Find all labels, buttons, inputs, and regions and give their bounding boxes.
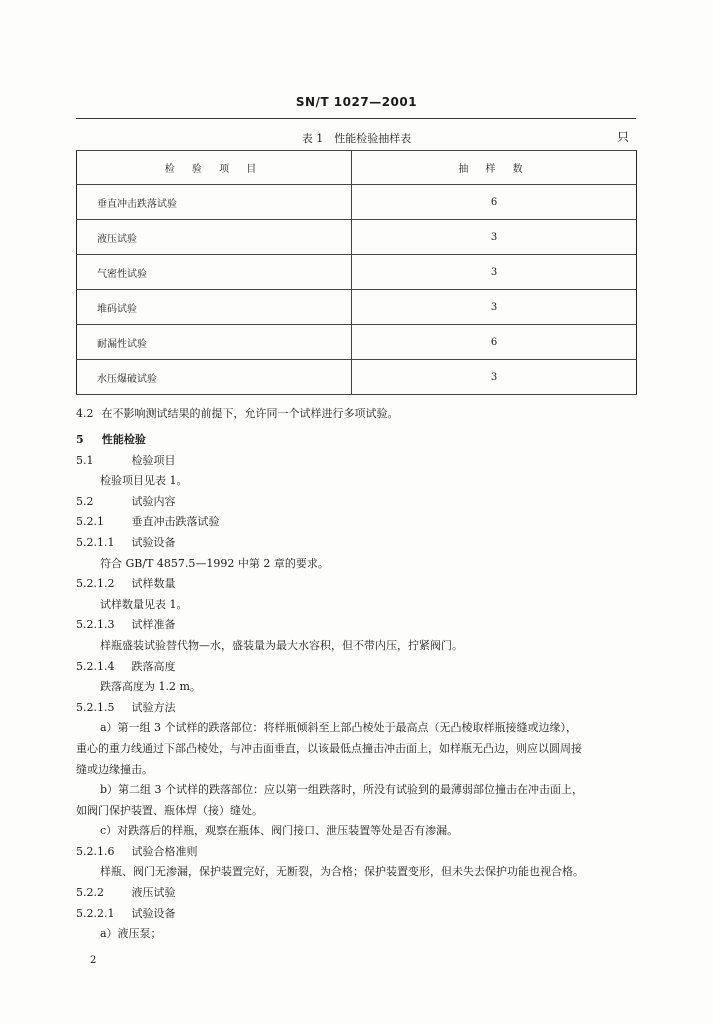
table-unit: 只 bbox=[617, 130, 630, 144]
clause-5-2-1-1-heading bbox=[76, 533, 636, 554]
method-a-line-1: a）第一组 3 个试样的跌落部位：将样瓶倾斜至上部凸棱处于最高点（无凸棱取样瓶接缝或边缘）， bbox=[100, 721, 578, 735]
clause-number: 5.2.1.3 bbox=[76, 618, 115, 632]
table-row bbox=[77, 185, 637, 220]
clause-5-2-1-6-heading bbox=[76, 842, 636, 863]
row-count: 3 bbox=[352, 220, 637, 255]
section-number: 5 bbox=[76, 432, 84, 446]
column-header-item: 检 验 项 目 bbox=[77, 151, 352, 185]
clause-number: 4.2 bbox=[76, 407, 94, 420]
clause-title: 试验方法 bbox=[131, 700, 176, 714]
clause-5-2-2-heading bbox=[76, 883, 636, 904]
clause-5-2-heading bbox=[76, 492, 636, 513]
clause-5-2-1-4-heading bbox=[76, 657, 636, 678]
clause-5-1-text: 检验项目见表 1。 bbox=[100, 474, 188, 488]
clause-title: 试验设备 bbox=[131, 535, 176, 549]
section-5-heading bbox=[76, 425, 636, 451]
clause-title: 试样准备 bbox=[131, 618, 176, 632]
row-item: 液压试验 bbox=[77, 220, 352, 255]
method-c-line: c）对跌落后的样瓶，观察在瓶体、阀门接口、泄压装置等处是否有渗漏。 bbox=[100, 824, 459, 838]
clause-5-2-1-1-text: 符合 GB/T 4857.5—1992 中第 2 章的要求。 bbox=[100, 556, 329, 570]
clause-number: 5.2 bbox=[76, 494, 94, 508]
header-rule bbox=[76, 118, 636, 119]
clause-number: 5.2.1.6 bbox=[76, 844, 115, 858]
row-item: 耐漏性试验 bbox=[77, 325, 352, 360]
method-b-line-2: 如阀门保护装置、瓶体焊（接）缝处。 bbox=[76, 803, 263, 817]
clause-text: 在不影响测试结果的前提下，允许同一个试样进行多项试验。 bbox=[101, 407, 399, 420]
section-title: 性能检验 bbox=[101, 432, 146, 446]
row-item: 垂直冲击跌落试验 bbox=[77, 185, 352, 220]
clause-number: 5.2.1 bbox=[76, 515, 104, 529]
table-header-row bbox=[77, 151, 637, 185]
row-count: 3 bbox=[352, 290, 637, 325]
table-row bbox=[77, 360, 637, 395]
clause-4-2 bbox=[76, 404, 636, 425]
row-item: 堆码试验 bbox=[77, 290, 352, 325]
clause-5-2-1-2-heading bbox=[76, 574, 636, 595]
row-count: 6 bbox=[352, 185, 637, 220]
equipment-a-line: a）液压泵； bbox=[100, 927, 162, 941]
clause-number: 5.2.2.1 bbox=[76, 906, 115, 920]
clause-5-1-heading bbox=[76, 451, 636, 472]
clause-title: 试验内容 bbox=[131, 494, 176, 508]
clause-number: 5.2.1.1 bbox=[76, 535, 115, 549]
row-item: 水压爆破试验 bbox=[77, 360, 352, 395]
row-count: 3 bbox=[352, 255, 637, 290]
table-row bbox=[77, 220, 637, 255]
clause-title: 试验设备 bbox=[131, 906, 176, 920]
clause-5-2-1-6-text: 样瓶、阀门无渗漏，保护装置完好，无断裂，为合格；保护装置变形，但未失去保护功能也视合格。 bbox=[100, 865, 584, 879]
clause-title: 试样数量 bbox=[131, 577, 176, 591]
table-caption: 表 1 性能检验抽样表 bbox=[301, 132, 412, 145]
clause-5-2-1-4-text: 跌落高度为 1.2 m。 bbox=[100, 680, 201, 694]
page-number: 2 bbox=[90, 955, 97, 966]
column-header-count: 抽 样 数 bbox=[352, 151, 637, 185]
clause-number: 5.1 bbox=[76, 453, 94, 467]
clause-5-2-1-5-heading bbox=[76, 698, 636, 719]
clause-5-2-2-1-heading bbox=[76, 904, 636, 925]
clause-title: 检验项目 bbox=[131, 453, 176, 467]
method-a-line-3: 缝或边缘撞击。 bbox=[76, 762, 153, 776]
method-b-line-1: b）第二组 3 个试样的跌落部位：应以第一组跌落时，所没有试验到的最薄弱部位撞击在冲击面上， bbox=[100, 783, 584, 797]
document-code: SN/T 1027—2001 bbox=[295, 95, 418, 109]
body-text bbox=[76, 404, 636, 945]
clause-title: 试验合格准则 bbox=[131, 844, 198, 858]
row-count: 6 bbox=[352, 325, 637, 360]
clause-number: 5.2.1.2 bbox=[76, 577, 115, 591]
clause-title: 跌落高度 bbox=[131, 659, 176, 673]
clause-number: 5.2.2 bbox=[76, 886, 104, 900]
table-row bbox=[77, 255, 637, 290]
table-row bbox=[77, 290, 637, 325]
row-count: 3 bbox=[352, 360, 637, 395]
clause-number: 5.2.1.4 bbox=[76, 659, 115, 673]
sampling-table bbox=[76, 150, 637, 395]
method-a-line-2: 重心的重力线通过下部凸棱处，与冲击面垂直，以该最低点撞击冲击面上，如样瓶无凸边，则应以圆周接 bbox=[76, 741, 582, 755]
row-item: 气密性试验 bbox=[77, 255, 352, 290]
clause-5-2-1-2-text: 试样数量见表 1。 bbox=[100, 597, 188, 611]
clause-title: 垂直冲击跌落试验 bbox=[131, 515, 220, 529]
clause-5-2-1-heading bbox=[76, 512, 636, 533]
clause-title: 液压试验 bbox=[131, 886, 176, 900]
clause-number: 5.2.1.5 bbox=[76, 700, 115, 714]
clause-5-2-1-3-heading bbox=[76, 615, 636, 636]
clause-5-2-1-3-text: 样瓶盛装试验替代物—水，盛装量为最大水容积，但不带内压，拧紧阀门。 bbox=[100, 638, 463, 652]
table-row bbox=[77, 325, 637, 360]
